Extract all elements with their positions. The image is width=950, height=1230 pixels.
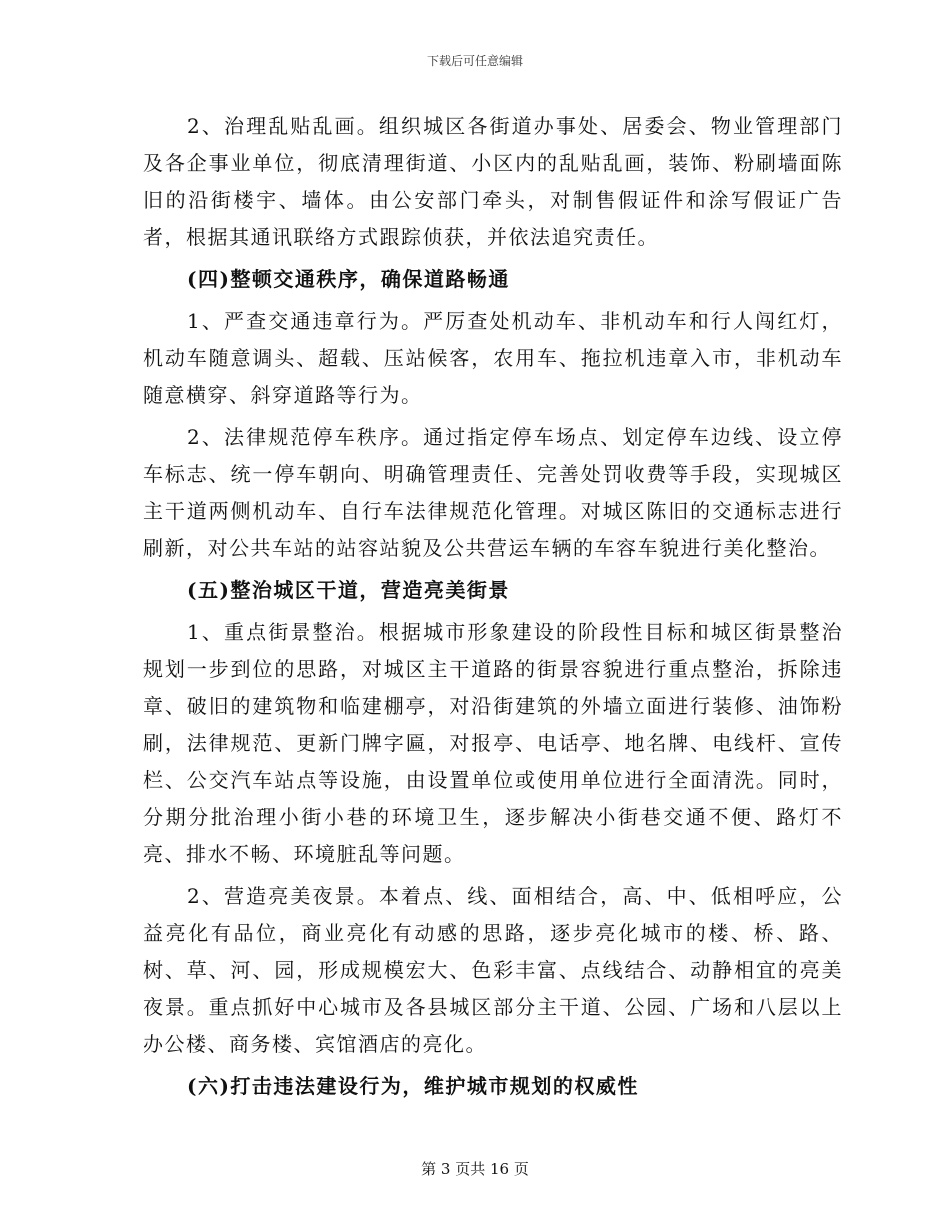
- paragraph-parking-order: 2、法律规范停车秩序。通过指定停车场点、划定停车边线、设立停车标志、统一停车朝向、明确管理责任、完善处罚收费等手段，实现城区主干道两侧机动车、自行车法律规范化管理。对城区陈旧的交通标志进行刷新，对公共车站的站容站貌及公共营运车辆的车容车貌进行美化整治。: [143, 425, 843, 560]
- document-body: [143, 108, 843, 1110]
- section-heading-main-roads: (五)整治城区干道，营造亮美街景: [187, 578, 510, 602]
- paragraph-night-scene: 2、营造亮美夜景。本着点、线、面相结合，高、中、低相呼应，公益亮化有品位，商业亮化有动感的思路，逐步亮化城市的楼、桥、路、树、草、河、园，形成规模宏大、色彩丰富、点线结合、动静相宜的亮美夜景。重点抓好中心城市及各县城区部分主干道、公园、广场和八层以上办公楼、商务楼、宾馆酒店的亮化。: [143, 884, 843, 1056]
- paragraph-streetscape: 1、重点街景整治。根据城市形象建设的阶段性目标和城区街景整治规划一步到位的思路，对城区主干道路的街景容貌进行重点整治，拆除违章、破旧的建筑物和临建棚亭，对沿街建筑的外墙立面进行装修、油饰粉刷，法律规范、更新门牌字匾，对报亭、电话亭、地名牌、电线杆、宣传栏、公交汽车站点等设施，由设置单位或使用单位进行全面清洗。同时，分期分批治理小街小巷的环境卫生，逐步解决小街巷交通不便、路灯不亮、排水不畅、环境脏乱等问题。: [143, 620, 843, 866]
- paragraph-traffic-violations: 1、严查交通违章行为。严厉查处机动车、非机动车和行人闯红灯，机动车随意调头、超载、压站候客，农用车、拖拉机违章入市，非机动车随意横穿、斜穿道路等行为。: [143, 309, 843, 407]
- section-heading-illegal-construction: (六)打击违法建设行为，维护城市规划的权威性: [187, 1074, 639, 1098]
- page-header: 下载后可任意编辑: [426, 54, 523, 68]
- page-footer: 第 3 页共 16 页: [421, 1160, 529, 1178]
- section-heading-traffic-order: (四)整顿交通秩序，确保道路畅通: [187, 267, 510, 291]
- paragraph-clean-posters: 2、治理乱贴乱画。组织城区各街道办事处、居委会、物业管理部门及各企事业单位，彻底清理街道、小区内的乱贴乱画，装饰、粉刷墙面陈旧的沿街楼宇、墙体。由公安部门牵头，对制售假证件和涂写假证广告者，根据其通讯联络方式跟踪侦获，并依法追究责任。: [143, 114, 843, 249]
